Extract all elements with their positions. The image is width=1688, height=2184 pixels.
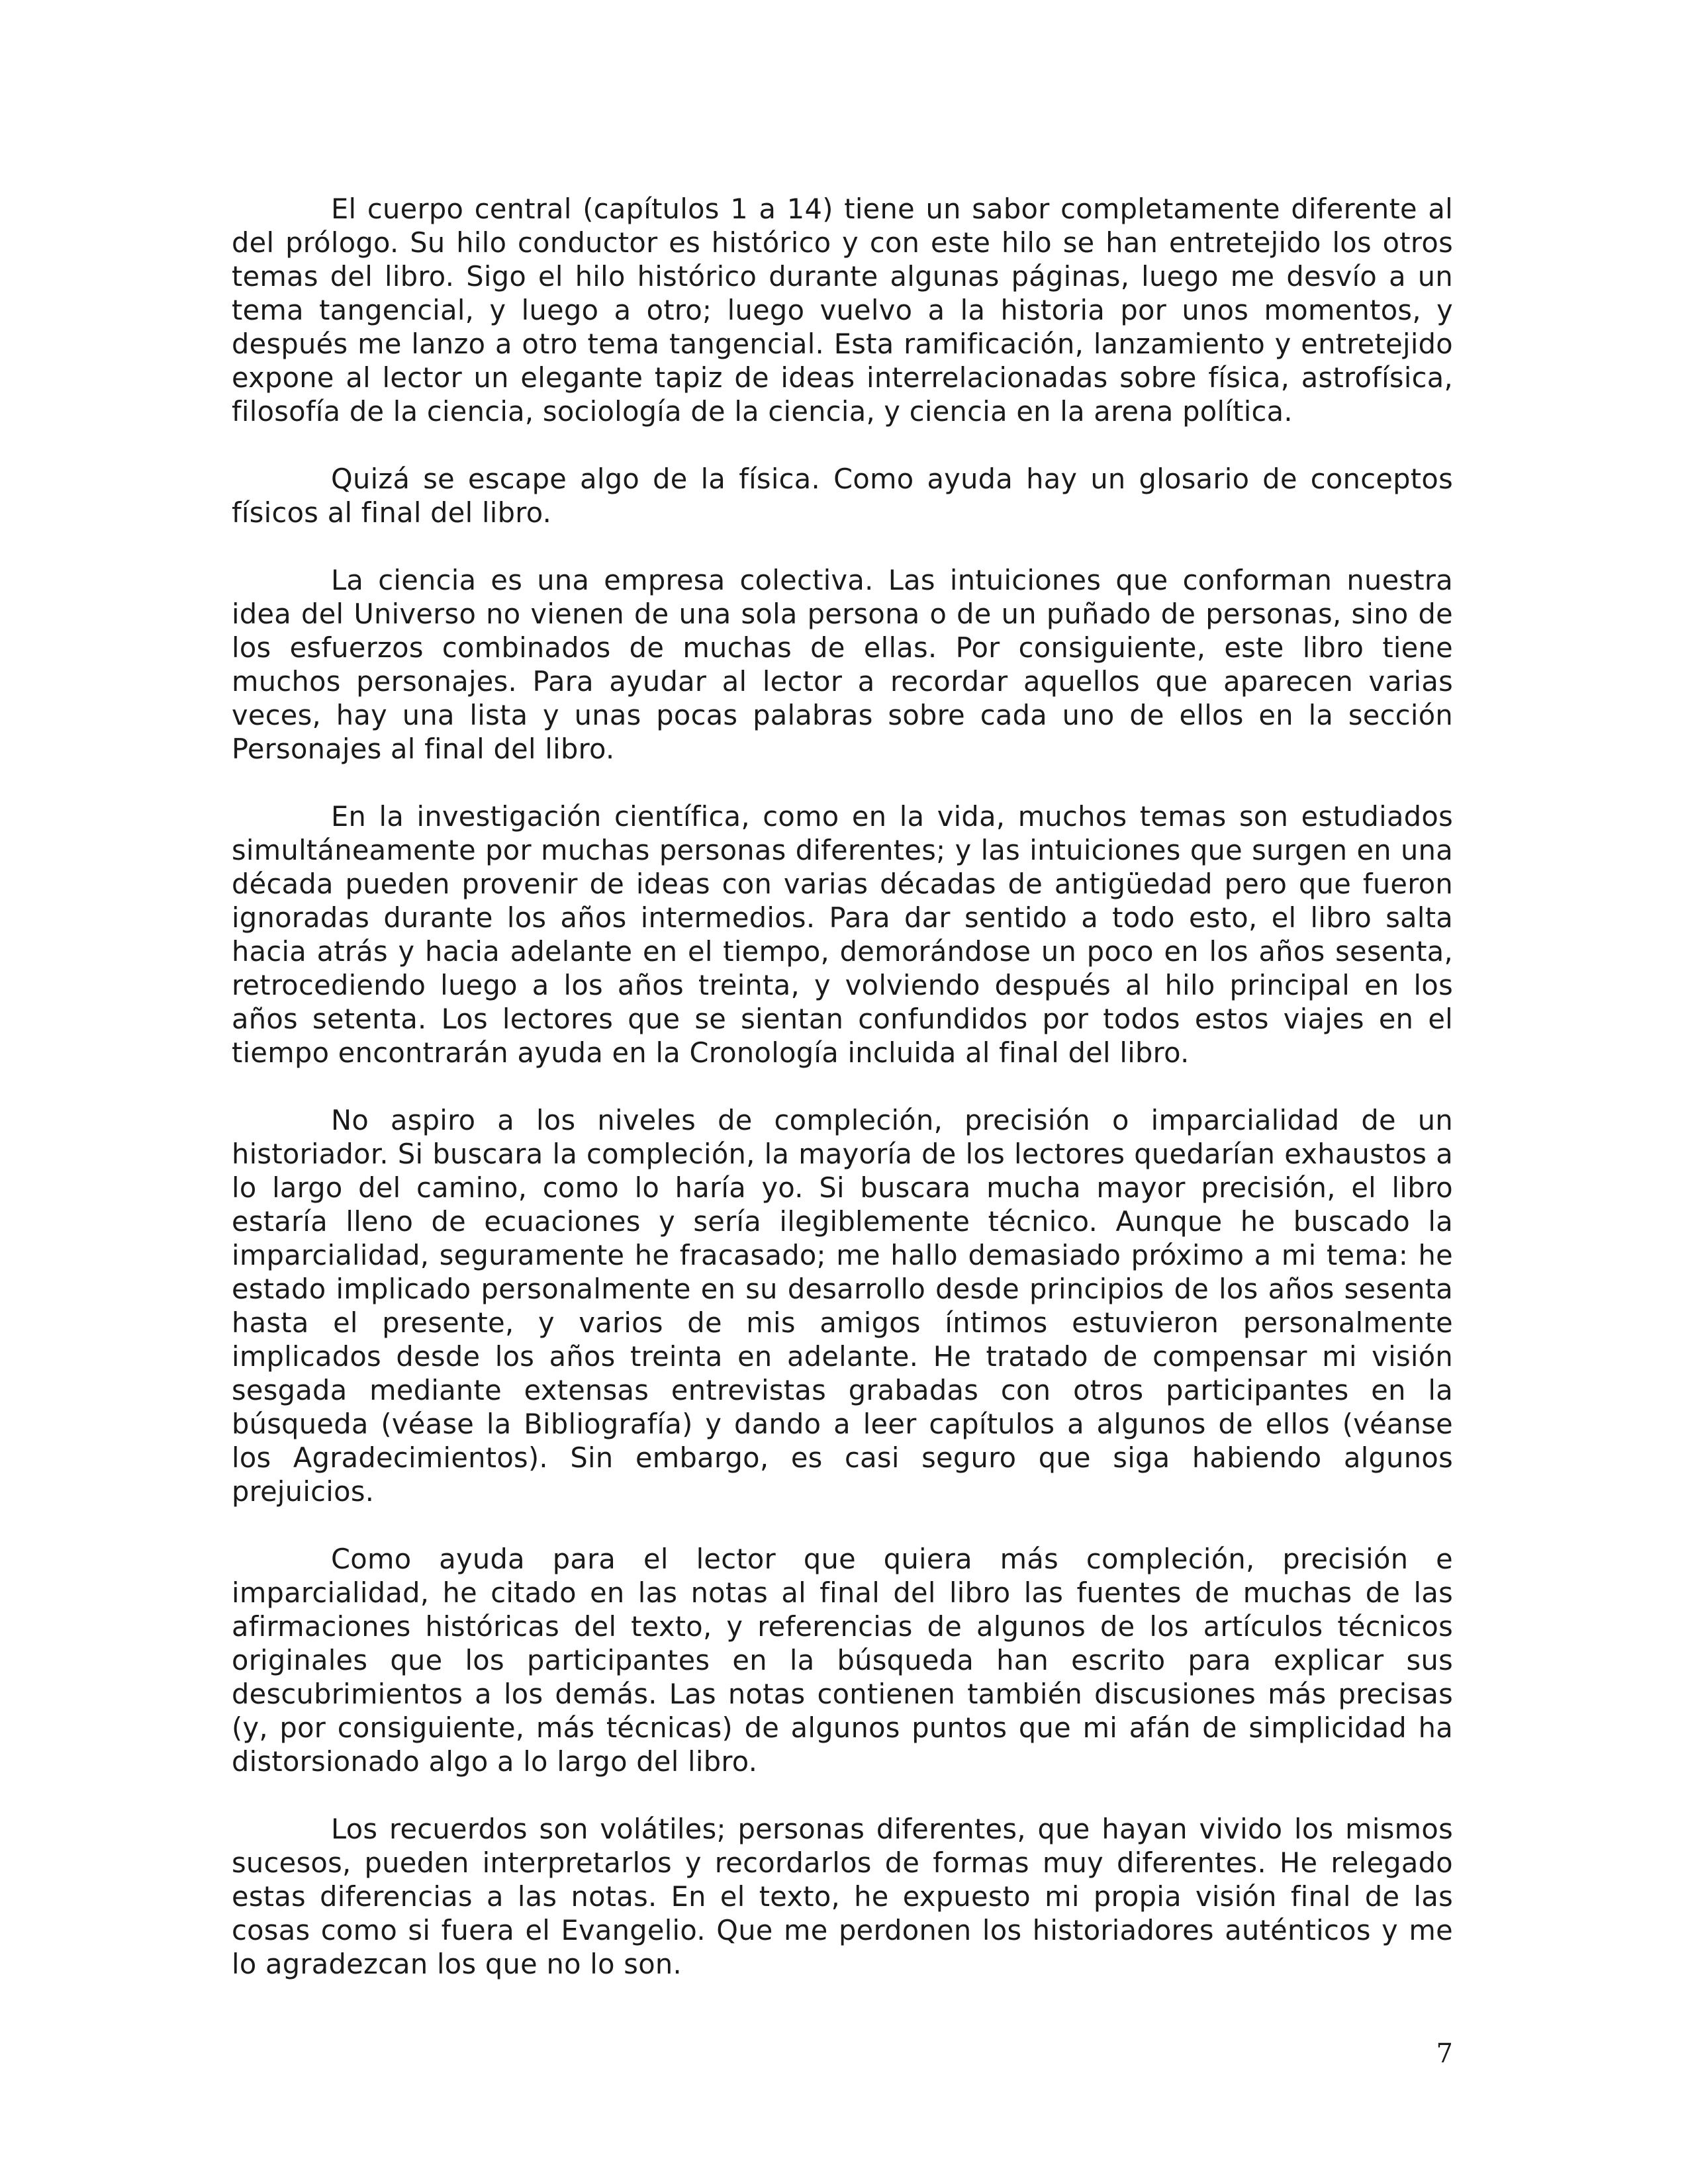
paragraph-5: No aspiro a los niveles de compleción, precisión o imparcialidad de un historiador. Si buscara la compleción, la mayoría de los lectores quedarían exhaustos a lo largo del camino, como lo haría yo. Si buscara mucha mayor precisión, el libro estaría lleno de ecuaciones y sería ilegiblemente técnico. Aunque he buscado la imparcialidad, seguramente he fracasado; me hallo demasiado próximo a mi tema: he estado implicado personalmente en su desarrollo desde principios de los años sesenta hasta el presente, y varios de mis amigos íntimos estuvieron personalmente implicados desde los años treinta en adelante. He tratado de compensar mi visión sesgada mediante extensas entrevistas grabadas con otros participantes en la búsqueda (véase la Bibliografía) y dando a leer capítulos a algunos de ellos (véanse los Agradecimientos). Sin embargo, es casi seguro que siga habiendo algunos prejuicios. — [232, 1104, 1453, 1508]
document-body — [232, 192, 1453, 1981]
paragraph-3: La ciencia es una empresa colectiva. Las intuiciones que conforman nuestra idea del Universo no vienen de una sola persona o de un puñado de personas, sino de los esfuerzos combinados de muchas de ellas. Por consiguiente, este libro tiene muchos personajes. Para ayudar al lector a recordar aquellos que aparecen varias veces, hay una lista y unas pocas palabras sobre cada uno de ellos en la sección Personajes al final del libro. — [232, 564, 1453, 765]
page-number: 7 — [1436, 2038, 1453, 2069]
paragraph-1: El cuerpo central (capítulos 1 a 14) tiene un sabor completamente diferente al del prólogo. Su hilo conductor es histórico y con este hilo se han entretejido los otros temas del libro. Sigo el hilo histórico durante algunas páginas, luego me desvío a un tema tangencial, y luego a otro; luego vuelvo a la historia por unos momentos, y después me lanzo a otro tema tangencial. Esta ramificación, lanzamiento y entretejido expone al lector un elegante tapiz de ideas interrelacionadas sobre física, astrofísica, filosofía de la ciencia, sociología de la ciencia, y ciencia en la arena política. — [232, 193, 1453, 428]
paragraph-7: Los recuerdos son volátiles; personas diferentes, que hayan vivido los mismos sucesos, pueden interpretarlos y recordarlos de formas muy diferentes. He relegado estas diferencias a las notas. En el texto, he expuesto mi propia visión final de las cosas como si fuera el Evangelio. Que me perdonen los historiadores auténticos y me lo agradezcan los que no lo son. — [232, 1813, 1453, 1980]
paragraph-4: En la investigación científica, como en la vida, muchos temas son estudiados simultáneamente por muchas personas diferentes; y las intuiciones que surgen en una década pueden provenir de ideas con varias décadas de antigüedad pero que fueron ignoradas durante los años intermedios. Para dar sentido a todo esto, el libro salta hacia atrás y hacia adelante en el tiempo, demorándose un poco en los años sesenta, retrocediendo luego a los años treinta, y volviendo después al hilo principal en los años setenta. Los lectores que se sientan confundidos por todos estos viajes en el tiempo encontrarán ayuda en la Cronología incluida al final del libro. — [232, 800, 1453, 1069]
paragraph-6: Como ayuda para el lector que quiera más compleción, precisión e imparcialidad, he citado en las notas al final del libro las fuentes de muchas de las afirmaciones históricas del texto, y referencias de algunos de los artículos técnicos originales que los participantes en la búsqueda han escrito para explicar sus descubrimientos a los demás. Las notas contienen también discusiones más precisas (y, por consiguiente, más técnicas) de algunos puntos que mi afán de simplicidad ha distorsionado algo a lo largo del libro. — [232, 1543, 1453, 1778]
paragraph-2: Quizá se escape algo de la física. Como ayuda hay un glosario de conceptos físicos al final del libro. — [232, 463, 1453, 529]
